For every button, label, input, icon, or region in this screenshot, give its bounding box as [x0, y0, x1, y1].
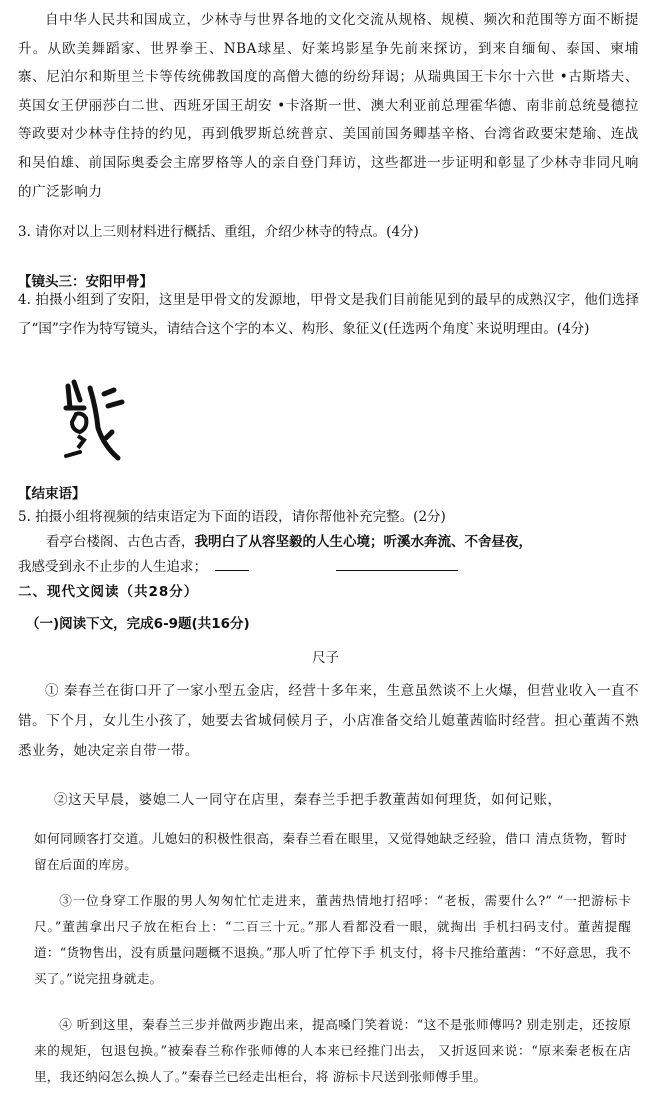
q5-text-b: 我明白了从容坚毅的人生心境；: [194, 534, 384, 550]
story-paragraph-2-rest: 如何同顾客打交道。儿媳妇的积极性很高，秦春兰看在眼里，又觉得她缺乏经验，借口 清点货物，暂时留在后面的库房。: [34, 831, 627, 872]
story-paragraph-3: ③一位身穿工作服的男人匆匆忙忙走进来，董茜热情地打招呼：“老板，需要什么?” “一把游标卡尺。”董茜拿出尺子放在柜台上：“二百三十元。”那人看都没看一眼，就掏出 手机扫码支付。董茜提醒道：“货物售出，没有质量问题概不退换。”那人听了忙停下手 机支付，将卡尺推给董茜：“不好意思，我不买了。”说完扭身就走。: [34, 893, 631, 986]
story-paragraph-2-line1: ②这天早晨，婆媳二人一同守在店里，秦春兰手把手教董茜如何理货，如何记账，: [54, 792, 562, 808]
story-paragraph-1: ① 秦春兰在街口开了一家小型五金店，经营十多年来，生意虽然谈不上火爆，但营业收入一直不错。下个月，女儿生小孩了，她要去省城伺候月子，小店准备交给儿媳董茜临时经营。担心董茜不熟悉业务，她决定亲自带一带。: [18, 683, 639, 759]
question-5-text-line2: [18, 555, 458, 575]
question-3: 3. 请你对以上三则材料进行概括、重组，介绍少林寺的特点。(4分): [18, 224, 419, 240]
story-title: 尺子: [312, 650, 339, 666]
question-5: 5. 拍摄小组将视频的结束语定为下面的语段，请你帮他补充完整。(2分): [18, 509, 446, 525]
answer-blank-1[interactable]: [215, 556, 249, 571]
material-paragraph: 自中华人民共和国成立，少林寺与世界各地的文化交流从规格、规模、频次和范围等方面不断提升。从欧美舞蹈家、世界拳王、NBA球星、好莱坞影星争先前来探访，到来自缅甸、泰国、柬埔寨、尼泊尔和斯里兰卡等传统佛教国度的高僧大德的纷纷拜谒；从瑞典国王卡尔十六世 •古斯塔夫、英国女王伊丽莎白二世、西班牙国王胡安 •卡洛斯一世、澳大利亚前总理霍华德、南非前总统曼德拉等政要对少林寺住持的约见，再到俄罗斯总统普京、美国前国务卿基辛格、台湾省政要宋楚瑜、连战和吴伯雄、前国际奥委会主席罗格等人的亲自登门拜访，这些都进一步证明和彰显了少林寺非同凡响的广泛影响力: [18, 12, 639, 200]
oracle-glyph-icon: [60, 378, 134, 464]
question-5-text-line1: [46, 530, 532, 550]
story-paragraph-4: ④ 听到这里，秦春兰三步并做两步跑出来，提高嗓门笑着说：“这不是张师傅吗? 别走别走，还按原来的规矩，包退包换。”被秦春兰称作张师傅的人本来已经推门出去， 又折返回来说：“原来秦老板在店里，我还纳闷怎么换人了。”秦春兰已经走出柜台，将 游标卡尺送到张师傅手里。: [34, 1017, 631, 1084]
scene3-title: 【镜头三：安阳甲骨】: [18, 274, 153, 290]
q5-text-c: 听溪水奔流、不舍昼夜，: [383, 534, 532, 550]
q5-text-a: 看亭台楼阁、古色古香，: [46, 534, 195, 550]
oracle-bone-guo-image: [60, 378, 134, 464]
answer-blank-2[interactable]: [336, 556, 458, 571]
ending-title: 【结束语】: [18, 486, 86, 502]
subsection-title: （一)阅读下文，完成6-9题(共16分): [26, 616, 250, 632]
q5-text-d: 我感受到永不止步的人生追求；: [18, 559, 207, 575]
section2-title: 二、现代文阅读（共28分）: [18, 584, 199, 600]
question-4: 4. 拍摄小组到了安阳，这里是甲骨文的发源地，甲骨文是我们目前能见到的最早的成熟汉字，他们选择了“国”字作为特写镜头，请结合这个字的本义、构形、象征义(任选两个角度`来说明理由。(4分): [18, 292, 639, 337]
